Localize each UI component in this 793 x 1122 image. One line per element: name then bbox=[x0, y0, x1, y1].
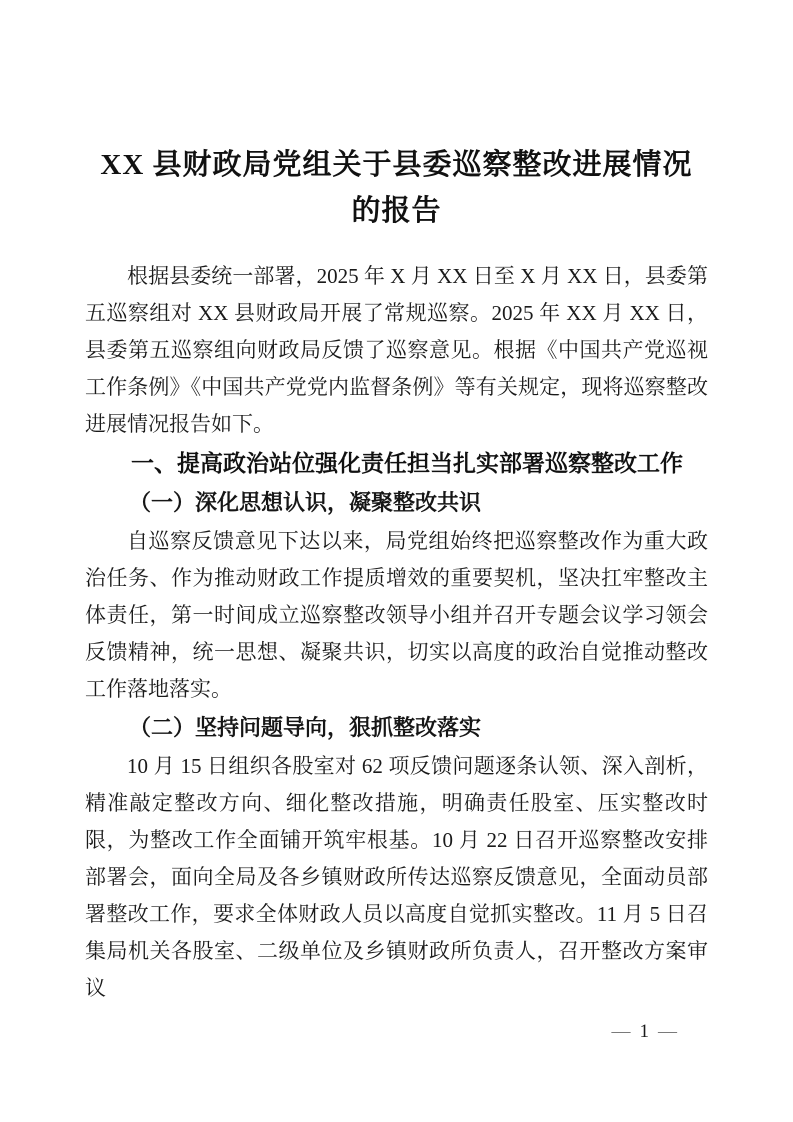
paragraph-intro: 根据县委统一部署，2025 年 X 月 XX 日至 X 月 XX 日，县委第五巡察组对 XX 县财政局开展了常规巡察。2025 年 XX 月 XX 日，县委第五巡察组向财政局反馈了巡察意见。根据《中国共产党巡视工作条例》《中国共产党党内监督条例》等有关规定，现将巡察整改进展情况报告如下。 bbox=[85, 264, 708, 436]
document-body bbox=[85, 258, 708, 1007]
subsection-heading-1-2: （二）坚持问题导向，狠抓整改落实 bbox=[129, 715, 482, 740]
paragraph-section-1-1: 自巡察反馈意见下达以来，局党组始终把巡察整改作为重大政治任务、作为推动财政工作提质增效的重要契机，坚决扛牢整改主体责任，第一时间成立巡察整改领导小组并召开专题会议学习领会反馈精神，统一思想、凝聚共识，切实以高度的政治自觉推动整改工作落地落实。 bbox=[85, 529, 708, 701]
paragraph-section-1-2: 10 月 15 日组织各股室对 62 项反馈问题逐条认领、深入剖析，精准敲定整改方向、细化整改措施，明确责任股室、压实整改时限，为整改工作全面铺开筑牢根基。10 月 22 日召开巡察整改安排部署会，面向全局及各乡镇财政所传达巡察反馈意见，全面动员部署整改工作，要求全体财政人员以高度自觉抓实整改。11 月 5 日召集局机关各股室、二级单位及乡镇财政所负责人，召开整改方案审议 bbox=[85, 754, 708, 1000]
section-heading-1: 一、提高政治站位强化责任担当扎实部署巡察整改工作 bbox=[131, 450, 683, 476]
document-title bbox=[85, 142, 708, 234]
subsection-heading-1-1: （一）深化思想认识，凝聚整改共识 bbox=[129, 490, 482, 515]
title-line-2: 的报告 bbox=[351, 195, 442, 227]
page-number-dash-left: — bbox=[611, 1021, 631, 1042]
title-line-1: XX 县财政局党组关于县委巡察整改进展情况 bbox=[100, 149, 693, 181]
page-number-footer bbox=[612, 1020, 678, 1044]
page-number: 1 bbox=[639, 1021, 649, 1042]
page-number-dash-right: — bbox=[658, 1021, 677, 1042]
